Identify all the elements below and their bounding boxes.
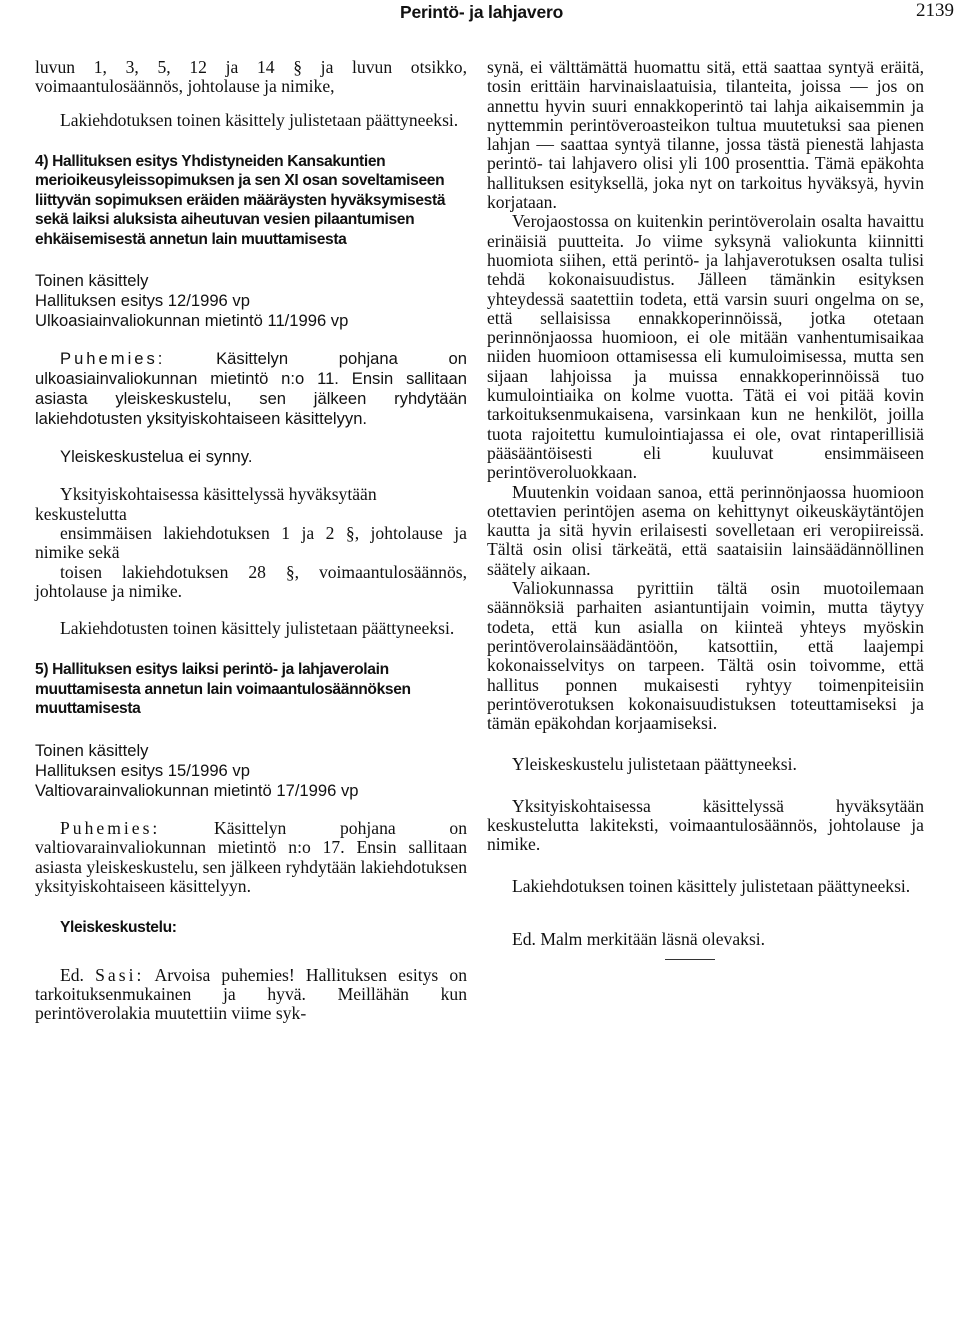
speaker-name: Puhemies: [60,817,161,838]
paragraph: Valiokunnassa pyrittiin tältä osin muotoilemaan säännöksiä parhaiten asiantuntijain voimin, mutta täytyy todeta, että kun asialla on kiinteä yhteys myöskin perintöverolainsäädäntöön, katsottiin, että laajempi kokonaisselvitys on tarpeen. Tältä osin toivomme, että hallitus ponnen mukaisesti ryhtyy toimenpiteisiin perintöverotuksen kokonaisuudistuksen toteuttamiseksi ja tämän epäkohdan korjaamiseksi. [487,578,924,734]
section-heading: Yleiskeskustelu: [60,919,177,937]
paragraph: Verojaostossa on kuitenkin perintöverolain osalta havaittu erinäisiä puutteita. Jo viime syksynä valiokunta kiinnitti huomiota siihen, että perintö- ja lahjaverotuksen osalta tulisi tehdä kokonaisuudistus. Jälleen tämänkin esityksen yhteydessä saatettiin todeta, että varsin suuri ongelma on se, että sellaisissa ennakkoperinnöissä, jotka otetaan perinnönjaossa huomioon, ei ole mitään vanhentumisaikaa niiden huomioon ottamisessa eli kumuloimisessa, mutta sen sijaan lahjoissa ja muissa ennakkoperinnöissä tuo kumulointiaika on kolme vuotta. Tätä ei voi pitää kovin tarkoituksenmukaisena, varsinkaan kun ne henkilöt, joilla tuota rajoitettu kumulointiajassa ei ole, ovat rintaperillisiä pääsääntöisesti eli kuuluvat ensimmäiseen perintöveroluokkaan. [487,211,924,483]
right-column [487,58,924,960]
agenda-item-heading-4: 4) Hallituksen esitys Yhdistyneiden Kansakuntien merioikeusyleissopimuksen ja sen XI osan soveltamiseen liittyvän sopimuksen eräiden määräysten hyväksymisestä sekä laiksi aluksista aiheutuvan vesien pilaantumisen ehkäisemisestä annetun lain muuttamisesta [35,152,446,248]
left-column [35,58,467,1024]
speaker-name: Puhemies: [60,349,166,369]
speech-text: Arvoisa puhemies! Hallituksen esitys on tarkoituksenmukainen ja hyvä. Meillähän kun perintöverolakia muutettiin viime syk- [35,964,468,1024]
paragraph: Yleiskeskustelu julistetaan päättyneeksi. [512,754,797,775]
paragraph: Yleiskeskustelua ei synny. [60,447,253,467]
paragraph: Lakiehdotuksen toinen käsittely julistetaan päättyneeksi. [60,109,459,130]
paragraph: Ed. Malm merkitään läsnä olevaksi. [512,928,766,949]
stage-label: Toinen käsittely [35,271,149,291]
page-header [0,0,960,28]
paragraph: ensimmäisen lakiehdotuksen 1 ja 2 §, johtolause ja nimike sekä [35,522,467,563]
page-number: 2139 [916,0,954,21]
speech-text: Käsittelyn pohjana on valtiovarainvaliokunnan mietintö n:o 17. Ensin sallitaan asiasta yleiskeskustelu, sen jälkeen ryhdytään lakiehdotuksen yksityiskohtaiseen käsittelyyn. [35,817,467,896]
reference-line: Hallituksen esitys 15/1996 vp [35,760,250,780]
speaker-paragraph [35,349,467,429]
paragraph: Lakiehdotuksen toinen käsittely julistetaan päättyneeksi. [512,875,911,896]
paragraph: Muutenkin voidaan sanoa, että perinnönjaossa huomioon otettavien perintöjen asema on kehittynyt oikeuskäytäntöjen kautta ja sitä hyvin erilaisesti sovelletaan eri veropiireissä. Tältä osin olisi tärkeätä, että saataisiin lainsäädännöllinen säätely aikaan. [487,481,924,579]
reference-line: Valtiovarainvaliokunnan mietintö 17/1996 vp [35,780,359,800]
agenda-item-heading-5: 5) Hallituksen esitys laiksi perintö- ja lahjaverolain muuttamisesta annetun lain voimaantulosäännöksen muuttamisesta [35,661,411,718]
speaker-prefix: Ed. [60,964,96,985]
paragraph: luvun 1, 3, 5, 12 ja 14 § ja luvun otsikko, voimaantulosäännös, johtolause ja nimike, [35,57,467,97]
speaker-paragraph [35,819,467,896]
reference-line: Hallituksen esitys 12/1996 vp [35,291,250,311]
speaker-name: Sasi: [95,964,145,985]
running-title: Perintö- ja lahjavero [400,2,564,22]
paragraph: Lakiehdotusten toinen käsittely julistetaan päättyneeksi. [60,618,455,639]
reference-line: Ulkoasiainvaliokunnan mietintö 11/1996 vp [35,311,349,331]
end-rule [665,959,715,960]
paragraph: Yksityiskohtaisessa käsittelyssä hyväksytään keskustelutta [35,484,377,524]
stage-label: Toinen käsittely [35,740,149,760]
speech-text: Käsittelyn pohjana on ulkoasiainvaliokunnan mietintö n:o 11. Ensin sallitaan asiasta yleiskeskustelu, sen jälkeen ryhdytään lakiehdotusten yksityiskohtaiseen käsittelyyn. [35,349,467,429]
speaker-paragraph [35,966,467,1024]
paragraph: synä, ei välttämättä huomattu sitä, että saattaa syntyä eräitä, tosin erittäin harvinaislaatuisia, tilanteita, joissa — jos on annettu hyvin suuri ennakkoperintö tai lahja aikaisemmin ja nyttemmin perintöveroasteikon tultua muutetuksi saa pienen lahjan — saattaa syntyä tilanne, jossa tästä pienestä lahjasta perintö- tai lahjavero olisi yli 100 prosenttia. Tämä epäkohta hallituksen esityksellä, joka nyt on tarkoitus hyväksyä, hyvin korjataan. [487,57,924,213]
paragraph: Yksityiskohtaisessa käsittelyssä hyväksytään keskustelutta lakiteksti, voimaantulosäännös, johtolause ja nimike. [487,795,924,855]
paragraph: toisen lakiehdotuksen 28 §, voimaantulosäännös, johtolause ja nimike. [35,561,467,601]
